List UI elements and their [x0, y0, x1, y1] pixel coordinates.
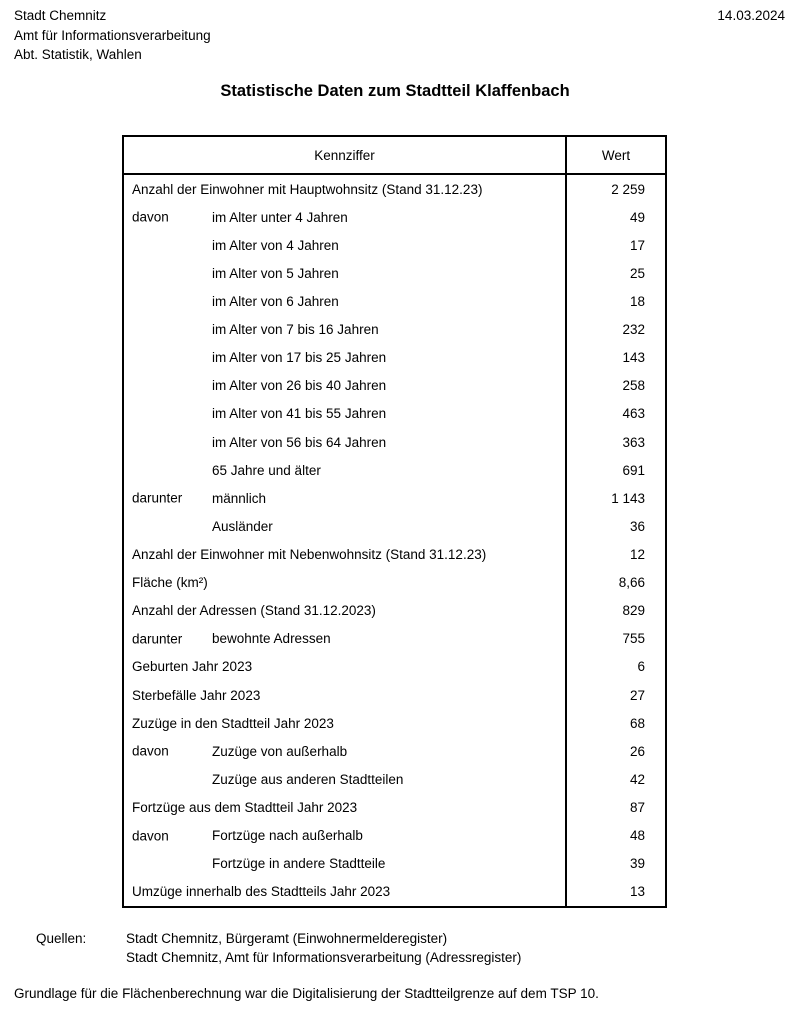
- table-row: [124, 850, 665, 878]
- table-row: [124, 175, 665, 203]
- sources-label: Quellen:: [36, 931, 87, 946]
- row-value: 258: [622, 378, 645, 394]
- sources-block: [36, 929, 521, 967]
- row-value: 87: [629, 799, 645, 815]
- row-label: Geburten Jahr 2023: [132, 659, 253, 675]
- row-label-cell: [124, 484, 567, 512]
- row-label: Fortzüge aus dem Stadtteil Jahr 2023: [132, 799, 358, 815]
- row-label-cell: [124, 259, 567, 287]
- row-label-cell: [124, 175, 567, 203]
- row-label: im Alter von 6 Jahren: [212, 293, 339, 309]
- row-label-cell: [124, 512, 567, 540]
- table-row: [124, 372, 665, 400]
- row-value: 48: [629, 828, 645, 844]
- row-label: im Alter von 7 bis 16 Jahren: [212, 322, 379, 338]
- row-label-cell: [124, 653, 567, 681]
- row-group-prefix: davon: [132, 828, 169, 844]
- row-value: 13: [629, 884, 645, 900]
- row-value: 2 259: [611, 181, 645, 197]
- table-row: [124, 765, 665, 793]
- row-value: 25: [629, 265, 645, 281]
- table-body: [124, 175, 665, 906]
- row-group-prefix: darunter: [132, 631, 183, 647]
- table-row: [124, 203, 665, 231]
- row-label: Sterbefälle Jahr 2023: [132, 687, 261, 703]
- row-label-cell: [124, 428, 567, 456]
- row-label-cell: [124, 878, 567, 906]
- row-label: Anzahl der Adressen (Stand 31.12.2023): [132, 603, 376, 619]
- row-label: Anzahl der Einwohner mit Hauptwohnsitz (Stand 31.12.23): [132, 181, 483, 197]
- row-label: im Alter von 5 Jahren: [212, 265, 339, 281]
- row-label-cell: [124, 597, 567, 625]
- row-label-cell: [124, 203, 567, 231]
- table-row: [124, 709, 665, 737]
- row-value: 27: [629, 687, 645, 703]
- row-label-cell: [124, 822, 567, 850]
- row-label: Fläche (km²): [132, 575, 208, 591]
- row-label: Anzahl der Einwohner mit Nebenwohnsitz (Stand 31.12.23): [132, 546, 487, 562]
- table-row: [124, 484, 665, 512]
- row-value: 42: [629, 771, 645, 787]
- table-row: [124, 793, 665, 821]
- row-label: im Alter von 41 bis 55 Jahren: [212, 406, 387, 422]
- row-label: im Alter von 26 bis 40 Jahren: [212, 378, 387, 394]
- column-header-kennziffer: Kennziffer: [124, 137, 567, 173]
- row-group-prefix: davon: [132, 209, 169, 225]
- row-label-cell: [124, 456, 567, 484]
- row-value: 829: [622, 603, 645, 619]
- letterhead-line-2: Amt für Informationsverarbeitung: [14, 27, 211, 43]
- row-label-cell: [124, 625, 567, 653]
- table-row: [124, 597, 665, 625]
- table-row: [124, 316, 665, 344]
- row-label: 65 Jahre und älter: [212, 462, 321, 478]
- row-value: 49: [629, 209, 645, 225]
- table-row: [124, 400, 665, 428]
- table-row: [124, 512, 665, 540]
- row-value: 232: [622, 322, 645, 338]
- row-value: 39: [629, 856, 645, 872]
- row-label-cell: [124, 793, 567, 821]
- row-value: 18: [629, 293, 645, 309]
- table-row: [124, 344, 665, 372]
- table-row: [124, 737, 665, 765]
- statistics-table: [122, 135, 667, 908]
- table-row: [124, 822, 665, 850]
- row-label-cell: [124, 765, 567, 793]
- row-label: Zuzüge von außerhalb: [212, 743, 348, 759]
- row-value: 755: [622, 631, 645, 647]
- row-value: 363: [622, 434, 645, 450]
- table-row: [124, 287, 665, 315]
- footnote: Grundlage für die Flächenberechnung war die Digitalisierung der Stadtteilgrenze auf dem TSP 10.: [14, 986, 599, 1001]
- row-value: 12: [629, 546, 645, 562]
- table-row: [124, 231, 665, 259]
- table-header-row: [124, 137, 665, 175]
- row-label-cell: [124, 540, 567, 568]
- row-label: bewohnte Adressen: [212, 631, 331, 647]
- row-label-cell: [124, 850, 567, 878]
- table-row: [124, 653, 665, 681]
- row-label: im Alter von 4 Jahren: [212, 237, 339, 253]
- row-label: männlich: [212, 490, 267, 506]
- row-label: Fortzüge in andere Stadtteile: [212, 856, 386, 872]
- letterhead-line-1: Stadt Chemnitz: [14, 8, 107, 23]
- row-value: 1 143: [611, 490, 645, 506]
- row-value: 6: [637, 659, 645, 675]
- row-value: 17: [629, 237, 645, 253]
- source-line-1: Stadt Chemnitz, Bürgeramt (Einwohnermelderegister): [126, 931, 448, 946]
- row-value: 8,66: [618, 575, 645, 591]
- table-row: [124, 878, 665, 906]
- row-label-cell: [124, 681, 567, 709]
- row-label: Ausländer: [212, 518, 273, 534]
- table-row: [124, 428, 665, 456]
- row-label: Fortzüge nach außerhalb: [212, 828, 363, 844]
- table-row: [124, 625, 665, 653]
- row-value: 36: [629, 518, 645, 534]
- row-label-cell: [124, 709, 567, 737]
- row-label-cell: [124, 316, 567, 344]
- row-value: 463: [622, 406, 645, 422]
- row-value: 68: [629, 715, 645, 731]
- table-row: [124, 259, 665, 287]
- row-label-cell: [124, 400, 567, 428]
- row-label-cell: [124, 344, 567, 372]
- source-line-2: Stadt Chemnitz, Amt für Informationsverarbeitung (Adressregister): [126, 950, 522, 965]
- row-label-cell: [124, 372, 567, 400]
- table-row: [124, 681, 665, 709]
- row-label-cell: [124, 737, 567, 765]
- row-label-cell: [124, 287, 567, 315]
- row-group-prefix: darunter: [132, 490, 183, 506]
- row-value: 691: [622, 462, 645, 478]
- letterhead-line-3: Abt. Statistik, Wahlen: [14, 47, 142, 62]
- document-date: 14.03.2024: [717, 8, 785, 23]
- row-label-cell: [124, 569, 567, 597]
- row-value: 26: [629, 743, 645, 759]
- row-label: im Alter von 17 bis 25 Jahren: [212, 350, 387, 366]
- row-label: Umzüge innerhalb des Stadtteils Jahr 2023: [132, 884, 391, 900]
- row-label-cell: [124, 231, 567, 259]
- table-row: [124, 456, 665, 484]
- row-label: im Alter unter 4 Jahren: [212, 209, 348, 225]
- letterhead: [14, 6, 211, 65]
- sources-lines: [126, 929, 521, 967]
- row-label: im Alter von 56 bis 64 Jahren: [212, 434, 387, 450]
- table-row: [124, 569, 665, 597]
- row-label: Zuzüge in den Stadtteil Jahr 2023: [132, 715, 334, 731]
- column-header-wert: Wert: [601, 147, 631, 163]
- row-group-prefix: davon: [132, 743, 169, 759]
- row-value: 143: [622, 350, 645, 366]
- page-title: Statistische Daten zum Stadtteil Klaffenbach: [220, 82, 570, 100]
- table-row: [124, 540, 665, 568]
- row-label: Zuzüge aus anderen Stadtteilen: [212, 771, 404, 787]
